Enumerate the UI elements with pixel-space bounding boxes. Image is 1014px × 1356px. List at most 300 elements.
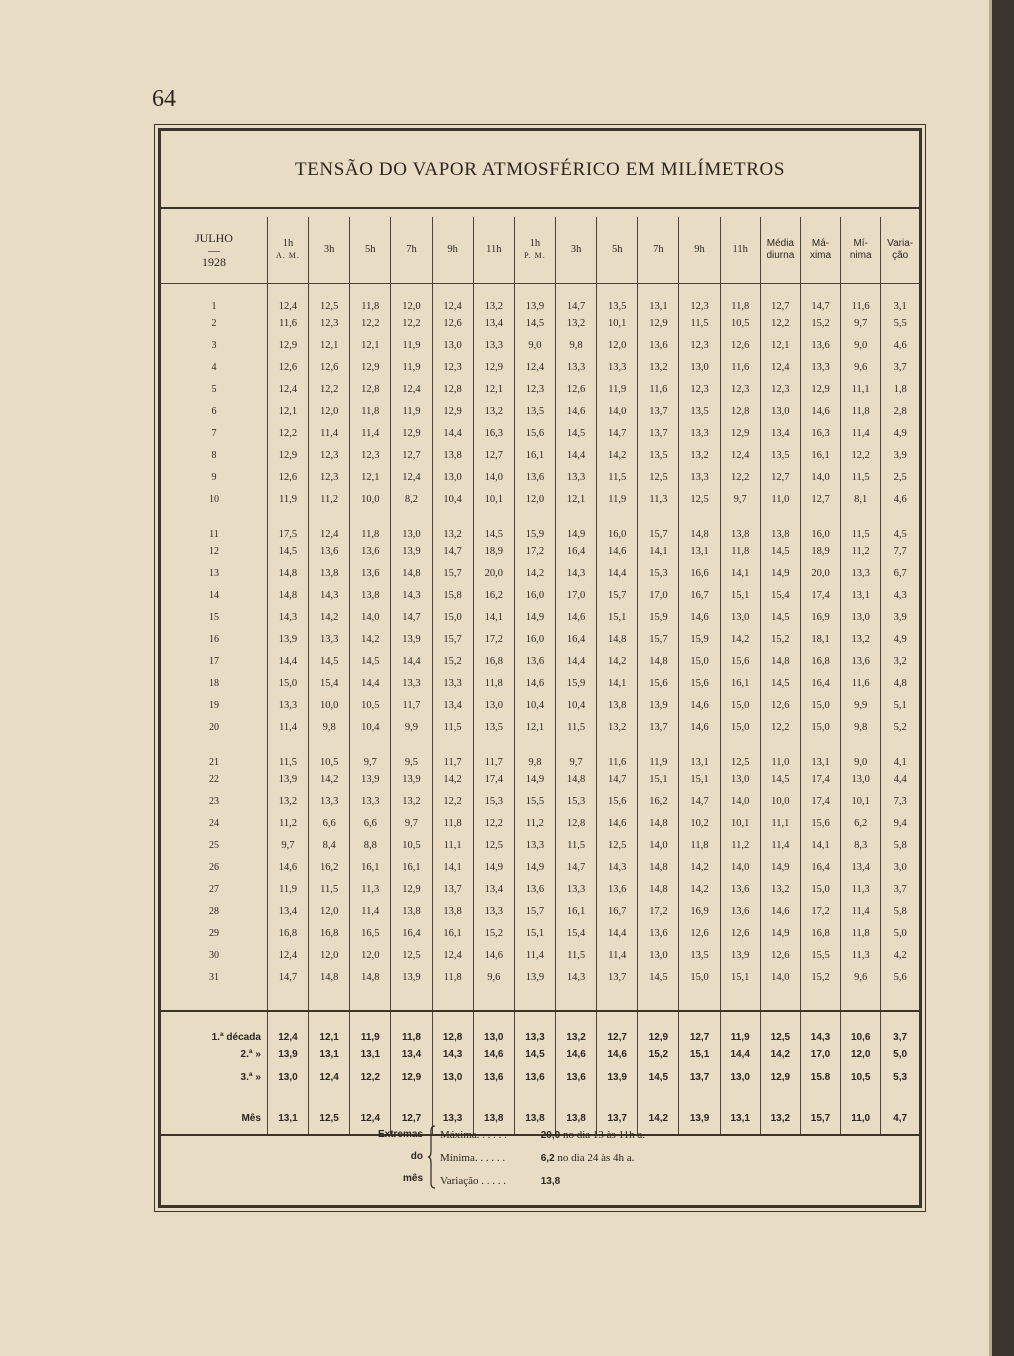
- value-cell: 13,1: [679, 540, 720, 562]
- value-cell: 14,5: [350, 650, 391, 672]
- value-cell: 14,4: [267, 650, 308, 672]
- summary-cell: 14,6: [473, 1043, 514, 1066]
- table-row: [161, 444, 919, 466]
- day-number: 3: [211, 339, 217, 351]
- value-cell: 12,4: [760, 356, 800, 378]
- value-cell: 11,9: [267, 488, 308, 510]
- value-cell: 18,9: [473, 540, 514, 562]
- value-cell: 17,2: [800, 900, 840, 922]
- value-cell: 14,1: [638, 540, 679, 562]
- summary-cell: 11,9: [350, 1011, 391, 1043]
- value-cell: 11,7: [391, 694, 432, 716]
- table-row: [161, 284, 919, 313]
- title-rule: [161, 207, 919, 209]
- value-cell: 12,5: [597, 834, 638, 856]
- value-cell: 12,4: [432, 944, 473, 966]
- value-cell: 13,7: [638, 422, 679, 444]
- value-cell: 10,1: [841, 790, 881, 812]
- value-cell: 14,2: [679, 878, 720, 900]
- value-cell: 3,2: [881, 650, 919, 672]
- value-cell: 14,6: [679, 694, 720, 716]
- value-cell: 11,8: [720, 540, 760, 562]
- value-cell: 12,3: [679, 334, 720, 356]
- stat-label-line: Mí-: [853, 238, 868, 249]
- value-cell: 15,7: [638, 628, 679, 650]
- value-cell: 9,6: [841, 966, 881, 988]
- day-number: 22: [208, 773, 219, 785]
- value-cell: 14,6: [556, 400, 597, 422]
- summary-row: [161, 1089, 919, 1124]
- value-cell: 6,6: [309, 812, 350, 834]
- summary-cell: 12,1: [309, 1011, 350, 1043]
- value-cell: 15,2: [473, 922, 514, 944]
- value-cell: 10,5: [350, 694, 391, 716]
- spacer-cell: [556, 988, 597, 1011]
- value-cell: 13,8: [760, 510, 800, 540]
- summary-cell: 13,1: [720, 1089, 760, 1124]
- summary-cell: 12,0: [841, 1043, 881, 1066]
- value-cell: 9,9: [391, 716, 432, 738]
- value-cell: 14,5: [309, 650, 350, 672]
- extreme-min-line: [440, 1147, 740, 1170]
- value-cell: 9,6: [473, 966, 514, 988]
- value-cell: 13,3: [309, 790, 350, 812]
- summary-cell: 13,3: [432, 1089, 473, 1124]
- summary-cell: 14,3: [432, 1043, 473, 1066]
- day-number: 14: [208, 589, 219, 601]
- table-row: [161, 488, 919, 510]
- page-number: 64: [152, 86, 176, 112]
- value-cell: 16,7: [679, 584, 720, 606]
- hour-label: 9h: [694, 244, 705, 255]
- value-cell: 11,4: [350, 900, 391, 922]
- summary-cell: 12,4: [350, 1089, 391, 1124]
- value-cell: 12,8: [556, 812, 597, 834]
- summary-cell: 13,2: [760, 1089, 800, 1124]
- stat-label-line: ção: [892, 250, 909, 261]
- value-cell: 20,0: [473, 562, 514, 584]
- hour-column-header: [473, 217, 514, 284]
- value-cell: 16,8: [800, 650, 840, 672]
- value-cell: 17,2: [638, 900, 679, 922]
- value-cell: 12,6: [267, 356, 308, 378]
- value-cell: 15,1: [720, 966, 760, 988]
- value-cell: 14,0: [720, 856, 760, 878]
- value-cell: 13,3: [514, 834, 555, 856]
- value-cell: 16,8: [267, 922, 308, 944]
- value-cell: 12,6: [556, 378, 597, 400]
- value-cell: 12,2: [760, 312, 800, 334]
- value-cell: 16,8: [473, 650, 514, 672]
- summary-cell: 4,7: [881, 1089, 919, 1124]
- value-cell: 15,6: [514, 422, 555, 444]
- value-cell: 11,5: [267, 738, 308, 768]
- value-cell: 9,7: [267, 834, 308, 856]
- value-cell: 14,6: [267, 856, 308, 878]
- value-cell: 7,3: [881, 790, 919, 812]
- value-cell: 12,9: [350, 356, 391, 378]
- value-cell: 14,1: [597, 672, 638, 694]
- value-cell: 12,2: [309, 378, 350, 400]
- value-cell: 14,6: [679, 716, 720, 738]
- table-row: [161, 400, 919, 422]
- summary-cell: 13,9: [267, 1043, 308, 1066]
- value-cell: 12,1: [309, 334, 350, 356]
- value-cell: 12,2: [432, 790, 473, 812]
- summary-cell: 14,6: [556, 1043, 597, 1066]
- extreme-min-label: Mínima. . . . . .: [440, 1152, 506, 1164]
- value-cell: 14,2: [350, 628, 391, 650]
- summary-cell: 14,3: [800, 1011, 840, 1043]
- value-cell: 13,8: [350, 584, 391, 606]
- value-cell: 11,9: [267, 878, 308, 900]
- value-cell: 12,3: [720, 378, 760, 400]
- value-cell: 3,9: [881, 444, 919, 466]
- value-cell: 14,6: [679, 606, 720, 628]
- value-cell: 14,8: [391, 562, 432, 584]
- value-cell: 17,4: [800, 768, 840, 790]
- table-row: [161, 628, 919, 650]
- value-cell: 13,4: [473, 878, 514, 900]
- value-cell: 13,3: [556, 878, 597, 900]
- summary-cell: 12,8: [432, 1011, 473, 1043]
- value-cell: 16,0: [597, 510, 638, 540]
- value-cell: 10,1: [473, 488, 514, 510]
- extreme-max-note: no dia 13 às 11h a.: [562, 1129, 646, 1141]
- value-cell: 12,7: [473, 444, 514, 466]
- hour-label: 5h: [365, 244, 376, 255]
- header-row: [161, 217, 919, 284]
- value-cell: 12,1: [556, 488, 597, 510]
- value-cell: 13,3: [556, 466, 597, 488]
- spacer-cell: [161, 988, 267, 1011]
- value-cell: 12,4: [391, 378, 432, 400]
- hour-label: 1h: [282, 238, 294, 249]
- value-cell: 13,2: [841, 628, 881, 650]
- value-cell: 12,6: [760, 944, 800, 966]
- hour-label: 7h: [406, 244, 417, 255]
- value-cell: 10,2: [679, 812, 720, 834]
- value-cell: 9,5: [391, 738, 432, 768]
- value-cell: 15,7: [597, 584, 638, 606]
- value-cell: 13,9: [391, 966, 432, 988]
- day-number: 25: [208, 839, 219, 851]
- value-cell: 13,5: [597, 284, 638, 313]
- value-cell: 12,1: [514, 716, 555, 738]
- extreme-variation-value: 13,8: [540, 1176, 561, 1187]
- value-cell: 12,4: [514, 356, 555, 378]
- value-cell: 3,9: [881, 606, 919, 628]
- value-cell: 12,3: [309, 312, 350, 334]
- summary-cell: 14,5: [514, 1043, 555, 1066]
- summary-cell: 14,6: [597, 1043, 638, 1066]
- value-cell: 12,5: [679, 488, 720, 510]
- summary-cell: 5,0: [881, 1043, 919, 1066]
- value-cell: 14,5: [638, 966, 679, 988]
- value-cell: 13,2: [391, 790, 432, 812]
- value-cell: 14,7: [391, 606, 432, 628]
- day-number: 9: [211, 471, 217, 483]
- value-cell: 12,6: [720, 922, 760, 944]
- stat-label-line: diurna: [766, 250, 795, 261]
- value-cell: 12,9: [720, 422, 760, 444]
- value-cell: 12,6: [309, 356, 350, 378]
- day-number: 2: [211, 317, 217, 329]
- value-cell: 11,0: [760, 488, 800, 510]
- summary-cell: 10,6: [841, 1011, 881, 1043]
- book-edge-shadow: [989, 0, 992, 1356]
- value-cell: 16,1: [391, 856, 432, 878]
- value-cell: 16,4: [391, 922, 432, 944]
- value-cell: 13,5: [760, 444, 800, 466]
- value-cell: 13,3: [350, 790, 391, 812]
- value-cell: 14,6: [760, 900, 800, 922]
- value-cell: 12,4: [432, 284, 473, 313]
- summary-cell: 14,2: [638, 1089, 679, 1124]
- value-cell: 12,0: [309, 944, 350, 966]
- value-cell: 11,3: [350, 878, 391, 900]
- value-cell: 14,8: [267, 562, 308, 584]
- table-row: [161, 738, 919, 768]
- value-cell: 13,3: [679, 466, 720, 488]
- value-cell: 13,0: [473, 694, 514, 716]
- value-cell: 13,3: [841, 562, 881, 584]
- value-cell: 14,1: [800, 834, 840, 856]
- summary-row: [161, 1043, 919, 1066]
- value-cell: 12,1: [267, 400, 308, 422]
- value-cell: 14,3: [267, 606, 308, 628]
- value-cell: 13,5: [514, 400, 555, 422]
- value-cell: 15,7: [638, 510, 679, 540]
- summary-cell: 12,2: [350, 1066, 391, 1089]
- value-cell: 10,4: [514, 694, 555, 716]
- value-cell: 13,7: [432, 878, 473, 900]
- value-cell: 13,9: [267, 628, 308, 650]
- value-cell: 9,9: [841, 694, 881, 716]
- value-cell: 12,0: [514, 488, 555, 510]
- value-cell: 12,1: [473, 378, 514, 400]
- value-cell: 13,5: [679, 400, 720, 422]
- value-cell: 11,5: [556, 944, 597, 966]
- day-number: 18: [208, 677, 219, 689]
- summary-cell: 14,2: [760, 1043, 800, 1066]
- value-cell: 9,7: [556, 738, 597, 768]
- value-cell: 11,6: [597, 738, 638, 768]
- value-cell: 11,2: [267, 812, 308, 834]
- value-cell: 15,7: [432, 562, 473, 584]
- value-cell: 12,4: [267, 944, 308, 966]
- value-cell: 15,1: [679, 768, 720, 790]
- value-cell: 11,6: [267, 312, 308, 334]
- value-cell: 14,8: [267, 584, 308, 606]
- spacer-cell: [841, 988, 881, 1011]
- summary-cell: 12,9: [760, 1066, 800, 1089]
- value-cell: 11,9: [638, 738, 679, 768]
- value-cell: 16,4: [556, 540, 597, 562]
- spacer-cell: [800, 988, 840, 1011]
- value-cell: 13,1: [841, 584, 881, 606]
- value-cell: 12,7: [391, 444, 432, 466]
- table-row: [161, 834, 919, 856]
- spacer-cell: [432, 988, 473, 1011]
- value-cell: 14,9: [514, 856, 555, 878]
- value-cell: 14,6: [514, 672, 555, 694]
- value-cell: 15,6: [720, 650, 760, 672]
- value-cell: 13,3: [556, 356, 597, 378]
- value-cell: 12,2: [267, 422, 308, 444]
- extremes-label: [357, 1124, 423, 1190]
- value-cell: 12,9: [638, 312, 679, 334]
- day-number: 8: [211, 449, 217, 461]
- table-row: [161, 650, 919, 672]
- summary-cell: 11,8: [391, 1011, 432, 1043]
- value-cell: 12,3: [350, 444, 391, 466]
- value-cell: 14,3: [391, 584, 432, 606]
- value-cell: 13,0: [720, 606, 760, 628]
- value-cell: 11,8: [473, 672, 514, 694]
- value-cell: 6,2: [841, 812, 881, 834]
- value-cell: 14,2: [309, 768, 350, 790]
- value-cell: 16,8: [800, 922, 840, 944]
- summary-cell: 15,7: [800, 1089, 840, 1124]
- value-cell: 10,0: [350, 488, 391, 510]
- value-cell: 15,6: [597, 790, 638, 812]
- value-cell: 12,6: [720, 334, 760, 356]
- value-cell: 11,5: [679, 312, 720, 334]
- value-cell: 14,2: [309, 606, 350, 628]
- summary-cell: 12,7: [679, 1011, 720, 1043]
- summary-cell: 11,0: [841, 1089, 881, 1124]
- value-cell: 12,5: [638, 466, 679, 488]
- value-cell: 5,8: [881, 834, 919, 856]
- summary-cell: 13,6: [514, 1066, 555, 1089]
- value-cell: 4,9: [881, 422, 919, 444]
- value-cell: 14,5: [556, 422, 597, 444]
- value-cell: 5,5: [881, 312, 919, 334]
- table-row: [161, 878, 919, 900]
- hour-column-header: [556, 217, 597, 284]
- table-row: [161, 334, 919, 356]
- value-cell: 11,3: [638, 488, 679, 510]
- value-cell: 15,3: [473, 790, 514, 812]
- value-cell: 10,5: [309, 738, 350, 768]
- table-row: [161, 422, 919, 444]
- value-cell: 11,1: [432, 834, 473, 856]
- value-cell: 4,3: [881, 584, 919, 606]
- value-cell: 13,8: [391, 900, 432, 922]
- value-cell: 12,3: [309, 466, 350, 488]
- hour-label: 11h: [486, 244, 502, 255]
- stat-column-header: [760, 217, 800, 284]
- value-cell: 11,5: [556, 834, 597, 856]
- value-cell: 13,2: [432, 510, 473, 540]
- value-cell: 15,7: [432, 628, 473, 650]
- stat-column-header: [800, 217, 840, 284]
- value-cell: 16,7: [597, 900, 638, 922]
- value-cell: 15,0: [800, 694, 840, 716]
- value-cell: 16,1: [556, 900, 597, 922]
- value-cell: 14,4: [432, 422, 473, 444]
- value-cell: 14,7: [267, 966, 308, 988]
- value-cell: 13,9: [350, 768, 391, 790]
- value-cell: 8,4: [309, 834, 350, 856]
- value-cell: 16,3: [473, 422, 514, 444]
- value-cell: 14,5: [760, 606, 800, 628]
- value-cell: 12,1: [350, 334, 391, 356]
- day-number: 13: [208, 567, 219, 579]
- stat-label-line: Varia-: [887, 238, 914, 249]
- value-cell: 12,5: [473, 834, 514, 856]
- table-title: TENSÃO DO VAPOR ATMOSFÉRICO EM MILÍMETROS: [295, 159, 785, 180]
- hour-column-header: [638, 217, 679, 284]
- value-cell: 13,2: [679, 444, 720, 466]
- value-cell: 15,5: [514, 790, 555, 812]
- summary-cell: 12,7: [597, 1011, 638, 1043]
- hour-label: 5h: [611, 244, 623, 255]
- value-cell: 15,9: [679, 628, 720, 650]
- value-cell: 14,4: [391, 650, 432, 672]
- month-label: JULHO: [194, 231, 233, 245]
- value-cell: 13,3: [432, 672, 473, 694]
- value-cell: 14,0: [800, 466, 840, 488]
- value-cell: 2,8: [881, 400, 919, 422]
- summary-cell: 13,0: [473, 1011, 514, 1043]
- value-cell: 16,4: [800, 856, 840, 878]
- value-cell: 13,4: [473, 312, 514, 334]
- value-cell: 14,6: [597, 812, 638, 834]
- summary-cell: 13,1: [350, 1043, 391, 1066]
- hour-column-header: [720, 217, 760, 284]
- value-cell: 14,8: [679, 510, 720, 540]
- value-cell: 13,2: [597, 716, 638, 738]
- hour-column-header: [679, 217, 720, 284]
- value-cell: 13,7: [638, 400, 679, 422]
- summary-cell: 13,9: [597, 1066, 638, 1089]
- summary-cell: 13,0: [267, 1066, 308, 1089]
- value-cell: 14,0: [350, 606, 391, 628]
- value-cell: 9,7: [720, 488, 760, 510]
- value-cell: 16,0: [514, 628, 555, 650]
- stat-label-line: Média: [766, 238, 794, 249]
- day-number: 23: [208, 795, 219, 807]
- value-cell: 13,4: [841, 856, 881, 878]
- summary-cell: 11,9: [720, 1011, 760, 1043]
- value-cell: 13,6: [350, 562, 391, 584]
- value-cell: 15,0: [800, 716, 840, 738]
- table-row: [161, 606, 919, 628]
- spacer-cell: [350, 988, 391, 1011]
- value-cell: 12,5: [720, 738, 760, 768]
- extremes-label-line: do: [410, 1151, 423, 1162]
- value-cell: 12,0: [597, 334, 638, 356]
- value-cell: 12,9: [267, 444, 308, 466]
- summary-cell: 15.8: [800, 1066, 840, 1089]
- value-cell: 14,0: [760, 966, 800, 988]
- summary-cell: 13,1: [267, 1089, 308, 1124]
- value-cell: 12,9: [267, 334, 308, 356]
- summary-cell: 13,1: [309, 1043, 350, 1066]
- day-number: 12: [208, 545, 219, 557]
- value-cell: 14,9: [473, 856, 514, 878]
- summary-cell: 13,8: [473, 1089, 514, 1124]
- value-cell: 12,3: [679, 378, 720, 400]
- table-row: [161, 856, 919, 878]
- value-cell: 12,8: [350, 378, 391, 400]
- value-cell: 15,0: [720, 694, 760, 716]
- stat-label-line: nima: [849, 250, 872, 261]
- day-number: 10: [208, 493, 219, 505]
- value-cell: 14,2: [597, 444, 638, 466]
